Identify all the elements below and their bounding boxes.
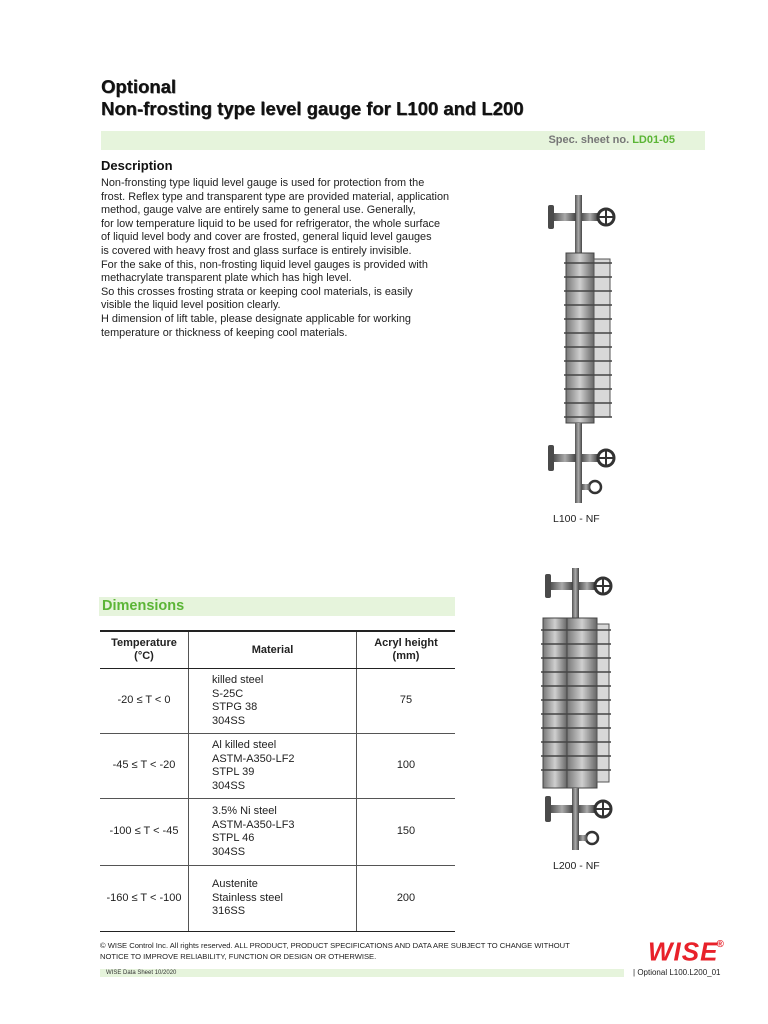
description-heading: Description [101, 158, 173, 173]
description-text [101, 177, 461, 340]
copyright-line-2: NOTICE TO IMPROVE RELIABILITY, FUNCTION OR DESIGN OR OTHERWISE. [100, 951, 377, 961]
table-row [100, 799, 455, 866]
l100-nf-caption: L100 - NF [553, 513, 600, 525]
l200-nf-caption: L200 - NF [553, 860, 600, 872]
acryl-height-cell: 200 [357, 866, 456, 932]
spec-sheet-label: Spec. sheet no. [548, 134, 630, 146]
acryl-height-cell: 100 [357, 734, 456, 799]
description-line: methacrylate transparent plate which has high level. [101, 272, 352, 285]
header-acryl-height: Acryl height (mm) [357, 631, 456, 669]
logo-text: WISE [648, 936, 719, 967]
copyright-notice [100, 941, 630, 962]
page-title [101, 76, 701, 120]
table-row [100, 734, 455, 799]
dimensions-table [100, 630, 455, 932]
l200-nf-gauge-illustration [537, 568, 621, 854]
dimensions-heading: Dimensions [99, 597, 455, 616]
copyright-line-1: © WISE Control Inc. All rights reserved. ALL PRODUCT, PRODUCT SPECIFICATIONS AND DATA ARE SUBJECT TO CHANGE WITHOUT [100, 941, 570, 950]
material-cell: Austenite Stainless steel 316SS [189, 866, 357, 932]
document-reference: | Optional L100.L200_01 [633, 968, 721, 977]
registered-mark: ® [716, 939, 725, 950]
table-row [100, 669, 455, 734]
acryl-height-cell: 75 [357, 669, 456, 734]
header-material: Material [189, 631, 357, 669]
l100-nf-gauge-illustration [540, 195, 620, 507]
description-line: method, gauge valve are entirely same to general use. Generally, [101, 204, 416, 217]
table-header-row [100, 631, 455, 669]
description-line: visible the liquid level position clearly. [101, 299, 281, 312]
acryl-height-cell: 150 [357, 799, 456, 866]
description-line: Non-fronsting type liquid level gauge is used for protection from the [101, 177, 425, 189]
temperature-cell: -20 ≤ T < 0 [100, 669, 189, 734]
spec-sheet-bar [101, 131, 705, 150]
description-line: is covered with heavy frost and glass surface is entirely invisible. [101, 244, 412, 257]
material-cell: Al killed steel ASTM-A350-LF2 STPL 39 304SS [189, 734, 357, 799]
description-line: So this crosses frosting strata or keeping cool materials, is easily [101, 285, 413, 298]
spec-sheet-code: LD01-05 [632, 134, 675, 146]
temperature-cell: -160 ≤ T < -100 [100, 866, 189, 932]
title-line-1: Optional [101, 76, 177, 97]
description-line: temperature or thickness of keeping cool materials. [101, 326, 348, 339]
description-line: For the sake of this, non-frosting liquid level gauges is provided with [101, 258, 428, 271]
data-sheet-bar: WISE Data Sheet 10/2020 [100, 969, 624, 977]
temperature-cell: -100 ≤ T < -45 [100, 799, 189, 866]
description-line: H dimension of lift table, please designate applicable for working [101, 312, 411, 325]
temperature-cell: -45 ≤ T < -20 [100, 734, 189, 799]
table-row [100, 866, 455, 932]
description-line: of liquid level body and cover are frosted, general liquid level gauges [101, 231, 432, 244]
material-cell: killed steel S-25C STPG 38 304SS [189, 669, 357, 734]
title-line-2: Non-frosting type level gauge for L100 and L200 [101, 98, 524, 119]
wise-logo [648, 936, 727, 965]
material-cell: 3.5% Ni steel ASTM-A350-LF3 STPL 46 304SS [189, 799, 357, 866]
header-temperature: Temperature (°C) [100, 631, 189, 669]
description-line: frost. Reflex type and transparent type are provided material, application [101, 190, 450, 203]
description-line: for low temperature liquid to be used for refrigerator, the whole surface [101, 217, 440, 230]
